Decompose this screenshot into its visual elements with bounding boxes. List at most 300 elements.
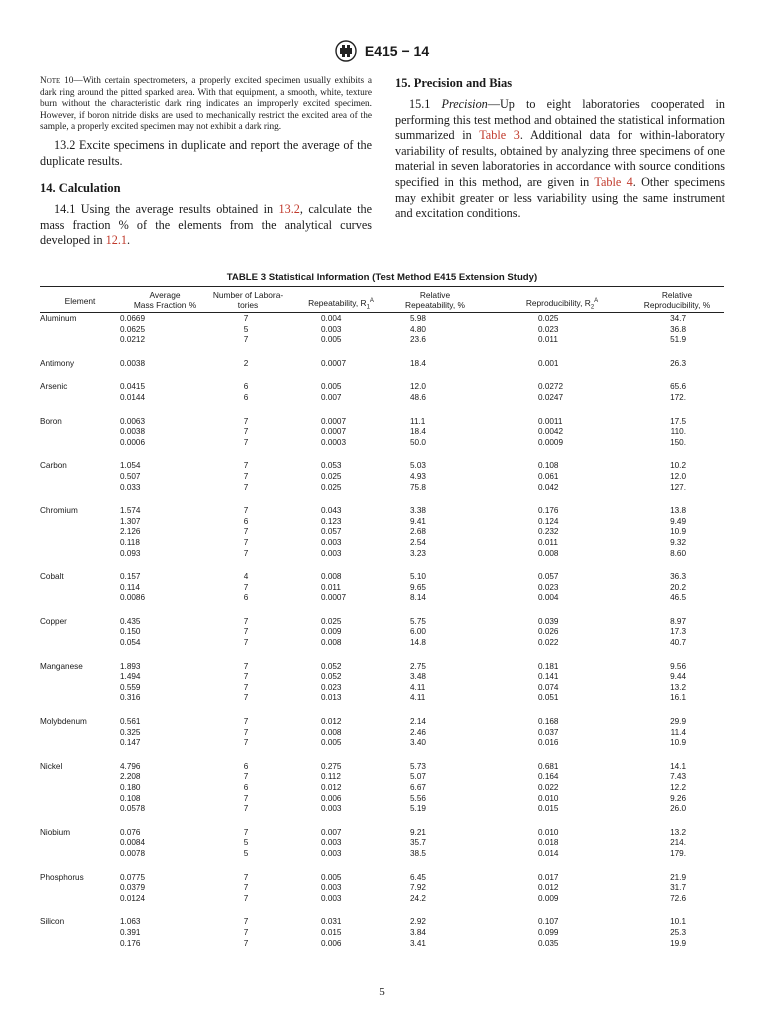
paragraph-13-2: 13.2 Excite specimens in duplicate and report the average of the duplicate results. [40,137,372,168]
cell-relative-repeatability: 75.8 [410,482,426,492]
cell-element: Molybdenum [40,717,87,727]
cell-labs: 7 [243,661,249,671]
cell-relative-repeatability: 6.45 [410,872,426,882]
cell-average: 0.507 [120,471,141,481]
cell-average: 0.0006 [120,437,146,447]
header-average-line1: Average [149,290,181,300]
cell-relative-repeatability: 3.38 [410,506,426,516]
cell-reproducibility: 0.164 [538,772,559,782]
table-row [40,617,724,628]
table-row [40,583,724,594]
cell-reproducibility: 0.001 [538,358,559,368]
cell-labs: 2 [243,358,249,368]
cell-reproducibility: 0.061 [538,471,559,481]
p15-text-a: —Up to eight laboratories cooperated in performing this test method and obtained the statistical information summarized in [395,97,725,143]
cell-relative-reproducibility: 150. [670,437,686,447]
cell-labs: 7 [243,682,249,692]
cell-average: 0.0212 [120,335,146,345]
element-group [40,314,724,346]
cell-reproducibility: 0.0009 [538,437,564,447]
cell-relative-repeatability: 50.0 [410,437,426,447]
link-ref-13-2[interactable]: 13.2 [278,202,300,217]
cell-repeatability: 0.015 [321,927,342,937]
cell-average: 0.147 [120,738,141,748]
link-ref-12-1[interactable]: 12.1 [105,233,127,248]
cell-repeatability: 0.008 [321,572,342,582]
cell-average: 0.0415 [120,382,146,392]
cell-labs: 7 [243,416,249,426]
table-header-rule [40,312,724,313]
header-reproducibility-text: Reproducibility, R [525,297,591,308]
table-row [40,438,724,449]
cell-relative-reproducibility: 10.9 [670,738,686,748]
cell-element: Nickel [40,761,63,771]
cell-average: 0.0063 [120,416,146,426]
element-group [40,717,724,749]
cell-repeatability: 0.003 [321,848,342,858]
cell-repeatability: 0.0007 [321,427,347,437]
cell-reproducibility: 0.008 [538,548,559,558]
cell-reproducibility: 0.042 [538,482,559,492]
cell-labs: 7 [243,482,249,492]
cell-repeatability: 0.023 [321,682,342,692]
cell-reproducibility: 0.025 [538,314,559,323]
cell-repeatability: 0.003 [321,883,342,893]
cell-average: 2.126 [120,527,141,537]
cell-element: Copper [40,616,67,626]
cell-relative-repeatability: 5.07 [410,772,426,782]
cell-labs: 7 [243,772,249,782]
cell-repeatability: 0.003 [321,548,342,558]
cell-labs: 7 [243,727,249,737]
cell-relative-reproducibility: 20.2 [670,582,686,592]
table-row [40,627,724,638]
cell-labs: 7 [243,717,249,727]
section-heading-precision-bias: 15. Precision and Bias [395,76,513,90]
cell-element: Niobium [40,827,71,837]
cell-relative-reproducibility: 179. [670,848,686,858]
cell-labs: 5 [243,848,249,858]
cell-relative-repeatability: 11.1 [410,416,426,426]
table-row [40,662,724,673]
cell-labs: 7 [243,938,249,948]
cell-repeatability: 0.005 [321,382,342,392]
cell-relative-repeatability: 2.68 [410,527,426,537]
cell-relative-repeatability: 3.48 [410,672,426,682]
p15-text-b: . Additional data for within-laboratory variability of results, obtained by analyzing three specimens of one material in seven laboratories in accordance with source conditions specified in this method, are given in [395,128,725,189]
cell-average: 0.118 [120,537,140,547]
cell-average: 0.391 [120,927,141,937]
cell-reproducibility: 0.016 [538,738,559,748]
cell-reproducibility: 0.017 [538,872,559,882]
cell-repeatability: 0.012 [321,717,342,727]
cell-relative-reproducibility: 72.6 [670,893,686,903]
cell-relative-repeatability: 3.41 [410,938,426,948]
cell-relative-repeatability: 14.8 [410,638,426,648]
cell-repeatability: 0.003 [321,324,342,334]
cell-relative-repeatability: 18.4 [410,427,426,437]
cell-repeatability: 0.008 [321,727,342,737]
cell-average: 0.054 [120,638,141,648]
cell-relative-reproducibility: 31.7 [670,883,686,893]
table-row [40,873,724,884]
cell-relative-reproducibility: 110. [670,427,686,437]
cell-average: 0.559 [120,682,141,692]
table-header [40,290,724,312]
cell-relative-reproducibility: 9.44 [670,672,686,682]
table-row [40,417,724,428]
cell-labs: 7 [243,506,249,516]
cell-repeatability: 0.013 [321,693,342,703]
cell-relative-reproducibility: 19.9 [670,938,686,948]
cell-relative-reproducibility: 17.3 [670,627,686,637]
cell-reproducibility: 0.0042 [538,427,564,437]
cell-relative-reproducibility: 26.3 [670,358,686,368]
element-group [40,359,724,370]
cell-repeatability: 0.011 [321,582,341,592]
cell-reproducibility: 0.107 [538,917,559,927]
cell-reproducibility: 0.074 [538,682,559,692]
cell-reproducibility: 0.051 [538,693,559,703]
table-row [40,427,724,438]
cell-reproducibility: 0.039 [538,616,559,626]
header-labs-line1: Number of Labora- [212,290,284,300]
cell-labs: 7 [243,437,249,447]
header-labs-line2: tories [237,300,259,310]
cell-element: Phosphorus [40,872,84,882]
cell-relative-reproducibility: 12.0 [670,471,686,481]
cell-relative-repeatability: 6.00 [410,627,426,637]
cell-relative-repeatability: 9.65 [410,582,426,592]
cell-relative-reproducibility: 13.2 [670,682,686,692]
cell-average: 0.0084 [120,838,146,848]
cell-labs: 5 [243,324,249,334]
cell-relative-repeatability: 2.46 [410,727,426,737]
cell-repeatability: 0.0003 [321,437,347,447]
cell-relative-repeatability: 4.11 [410,682,426,692]
cell-average: 0.0124 [120,893,146,903]
table-caption: TABLE 3 Statistical Information (Test Method E415 Extension Study) [226,272,538,283]
cell-relative-reproducibility: 29.9 [670,717,686,727]
table-row [40,461,724,472]
p15-italic: Precision [441,97,488,111]
cell-element: Manganese [40,661,83,671]
cell-reproducibility: 0.022 [538,638,559,648]
cell-relative-reproducibility: 46.5 [670,593,686,603]
cell-labs: 7 [243,527,249,537]
cell-element: Carbon [40,461,67,471]
p15-lead: 15.1 [409,97,442,111]
cell-reproducibility: 0.141 [538,672,559,682]
cell-reproducibility: 0.015 [538,804,559,814]
p14-text-a: 14.1 Using the average results obtained in [54,202,279,217]
cell-element: Cobalt [40,572,64,582]
cell-relative-reproducibility: 65.6 [670,382,686,392]
paragraph-15-1 [395,97,725,222]
table-row [40,549,724,560]
cell-average: 0.0379 [120,883,146,893]
cell-reproducibility: 0.018 [538,838,559,848]
cell-reproducibility: 0.014 [538,848,559,858]
table-row [40,314,724,325]
cell-relative-reproducibility: 172. [670,392,686,402]
cell-relative-reproducibility: 9.32 [670,537,686,547]
cell-repeatability: 0.007 [321,392,342,402]
cell-labs: 4 [243,572,249,582]
cell-average: 0.114 [120,582,140,592]
cell-labs: 6 [243,761,249,771]
cell-relative-reproducibility: 8.60 [670,548,686,558]
cell-average: 1.063 [120,917,141,927]
cell-average: 0.108 [120,793,141,803]
cell-average: 0.0669 [120,314,146,323]
cell-relative-reproducibility: 34.7 [670,314,686,323]
cell-labs: 7 [243,693,249,703]
cell-relative-repeatability: 9.41 [410,516,426,526]
cell-repeatability: 0.052 [321,672,342,682]
header-relative-repeatability-line1: Relative [419,290,451,300]
cell-average: 0.0038 [120,358,146,368]
cell-relative-repeatability: 2.75 [410,661,426,671]
cell-repeatability: 0.0007 [321,416,347,426]
cell-relative-repeatability: 9.21 [410,827,426,837]
cell-relative-repeatability: 4.80 [410,324,426,334]
cell-element: Antimony [40,358,75,368]
cell-reproducibility: 0.176 [538,506,559,516]
cell-relative-repeatability: 6.67 [410,783,426,792]
header-relative-reproducibility [630,290,724,310]
table-row [40,638,724,649]
table-row [40,483,724,494]
cell-relative-repeatability: 23.6 [410,335,426,345]
table-row [40,538,724,549]
document-header [0,40,764,62]
cell-repeatability: 0.005 [321,738,342,748]
cell-labs: 6 [243,593,249,603]
cell-relative-repeatability: 2.92 [410,917,426,927]
cell-average: 0.325 [120,727,141,737]
p14-text-b: , calculate the mass fraction % of the elements from the analytical curves developed in [40,202,372,248]
cell-repeatability: 0.275 [321,761,342,771]
element-group [40,417,724,449]
table-row [40,838,724,849]
cell-average: 0.0625 [120,324,146,334]
table-row [40,572,724,583]
cell-reproducibility: 0.012 [538,883,559,893]
cell-labs: 6 [243,783,249,792]
cell-element: Silicon [40,917,65,927]
cell-repeatability: 0.005 [321,335,342,345]
cell-relative-reproducibility: 36.3 [670,572,686,582]
cell-average: 1.054 [120,461,141,471]
element-group [40,762,724,815]
cell-relative-reproducibility: 36.8 [670,324,686,334]
cell-average: 2.208 [120,772,141,782]
cell-labs: 7 [243,927,249,937]
table-row [40,928,724,939]
cell-labs: 7 [243,793,249,803]
right-column [395,76,725,222]
cell-reproducibility: 0.004 [538,593,559,603]
table-row [40,717,724,728]
cell-relative-repeatability: 18.4 [410,358,426,368]
cell-relative-repeatability: 4.11 [410,693,426,703]
cell-relative-reproducibility: 10.9 [670,527,686,537]
cell-labs: 7 [243,548,249,558]
cell-repeatability: 0.005 [321,872,342,882]
cell-reproducibility: 0.0011 [538,416,563,426]
cell-repeatability: 0.053 [321,461,342,471]
table-row [40,849,724,860]
cell-average: 0.0775 [120,872,146,882]
cell-labs: 7 [243,627,249,637]
cell-repeatability: 0.007 [321,827,342,837]
table-row [40,393,724,404]
cell-labs: 7 [243,314,249,323]
cell-reproducibility: 0.057 [538,572,559,582]
table-row [40,325,724,336]
link-table-4[interactable]: Table 4 [594,174,633,189]
cell-repeatability: 0.025 [321,616,342,626]
cell-reproducibility: 0.026 [538,627,559,637]
cell-average: 1.574 [120,506,141,516]
cell-labs: 7 [243,616,249,626]
cell-relative-reproducibility: 127. [670,482,686,492]
link-table-3[interactable]: Table 3 [479,128,520,143]
cell-labs: 6 [243,516,249,526]
element-group [40,828,724,860]
cell-repeatability: 0.112 [321,772,341,782]
cell-reproducibility: 0.168 [538,717,559,727]
cell-average: 1.893 [120,661,141,671]
cell-reproducibility: 0.037 [538,727,559,737]
cell-labs: 7 [243,917,249,927]
table-row [40,894,724,905]
table-row [40,506,724,517]
cell-labs: 7 [243,638,249,648]
cell-reproducibility: 0.023 [538,582,559,592]
note-prefix: Note 10 [40,76,74,86]
header-relative-repeatability-line2: Repeatability, % [405,300,465,310]
cell-repeatability: 0.031 [321,917,342,927]
cell-reproducibility: 0.035 [538,938,559,948]
cell-average: 0.0078 [120,848,146,858]
header-relative-reproducibility-line1: Relative [661,290,693,300]
cell-relative-repeatability: 5.73 [410,761,426,771]
cell-average: 0.435 [120,616,141,626]
table-row [40,693,724,704]
table-row [40,917,724,928]
cell-relative-reproducibility: 13.2 [670,827,686,837]
cell-average: 0.561 [120,717,141,727]
cell-relative-reproducibility: 21.9 [670,872,686,882]
table-row [40,527,724,538]
cell-relative-reproducibility: 17.5 [670,416,686,426]
page-number: 5 [379,986,385,998]
note-text: —With certain spectrometers, a properly excited specimen usually exhibits a dark ring around the pitted sparked area. With that equipment, a smooth, white, texture burn without the characteristic dark ring indicates an improperly excited specimen. However, if boron nitride disks are used to mechanically restrict the excited area of the sample, a properly excited specimen may not exhibit a dark ring. [40,76,372,133]
cell-reproducibility: 0.010 [538,793,559,803]
cell-reproducibility: 0.681 [538,761,559,771]
cell-repeatability: 0.006 [321,938,342,948]
cell-labs: 7 [243,471,249,481]
cell-labs: 6 [243,382,249,392]
table-row [40,517,724,528]
header-labs [198,290,298,310]
cell-relative-repeatability: 3.84 [410,927,426,937]
cell-reproducibility: 0.023 [538,324,559,334]
cell-reproducibility: 0.011 [538,537,558,547]
cell-reproducibility: 0.010 [538,827,559,837]
cell-repeatability: 0.003 [321,804,342,814]
cell-average: 0.0144 [120,392,146,402]
element-group [40,917,724,949]
document-designation: E415 − 14 [364,43,430,59]
cell-labs: 7 [243,427,249,437]
cell-relative-reproducibility: 26.0 [670,804,686,814]
cell-reproducibility: 0.181 [538,661,559,671]
element-group [40,506,724,559]
cell-repeatability: 0.006 [321,793,342,803]
cell-repeatability: 0.009 [321,627,342,637]
cell-average: 0.316 [120,693,141,703]
cell-repeatability: 0.0007 [321,593,347,603]
cell-relative-repeatability: 5.03 [410,461,426,471]
cell-repeatability: 0.003 [321,838,342,848]
table-row [40,382,724,393]
cell-labs: 7 [243,461,249,471]
cell-repeatability: 0.003 [321,893,342,903]
table-row [40,883,724,894]
cell-repeatability: 0.057 [321,527,342,537]
cell-relative-repeatability: 48.6 [410,392,426,402]
element-group [40,617,724,649]
cell-relative-reproducibility: 12.2 [670,783,686,792]
cell-relative-reproducibility: 16.1 [670,693,686,703]
left-column [40,76,372,249]
cell-relative-repeatability: 24.2 [410,893,426,903]
cell-reproducibility: 0.108 [538,461,559,471]
cell-labs: 5 [243,838,249,848]
header-repeatability-text: Repeatability, R [308,297,367,308]
header-relative-repeatability [385,290,485,310]
cell-relative-reproducibility: 25.3 [670,927,686,937]
cell-reproducibility: 0.011 [538,335,558,345]
cell-relative-repeatability: 8.14 [410,593,426,603]
cell-element: Chromium [40,506,78,516]
cell-relative-reproducibility: 9.56 [670,661,686,671]
cell-labs: 7 [243,872,249,882]
cell-labs: 7 [243,827,249,837]
cell-labs: 7 [243,582,249,592]
cell-relative-reproducibility: 11.4 [670,727,686,737]
cell-repeatability: 0.123 [321,516,342,526]
table-row [40,828,724,839]
cell-average: 0.093 [120,548,141,558]
cell-relative-reproducibility: 14.1 [670,761,686,771]
cell-repeatability: 0.0007 [321,358,347,368]
cell-relative-reproducibility: 40.7 [670,638,686,648]
cell-labs: 7 [243,804,249,814]
element-group [40,662,724,704]
note-10 [40,76,372,134]
table-row [40,593,724,604]
p15-text-c: . Other specimens may exhibit greater or less variability using the same instrument and excitation conditions. [395,174,725,221]
table-row [40,738,724,749]
header-average-line2: Mass Fraction % [133,300,197,310]
table-row [40,772,724,783]
table-body [40,314,724,962]
cell-labs: 7 [243,672,249,682]
